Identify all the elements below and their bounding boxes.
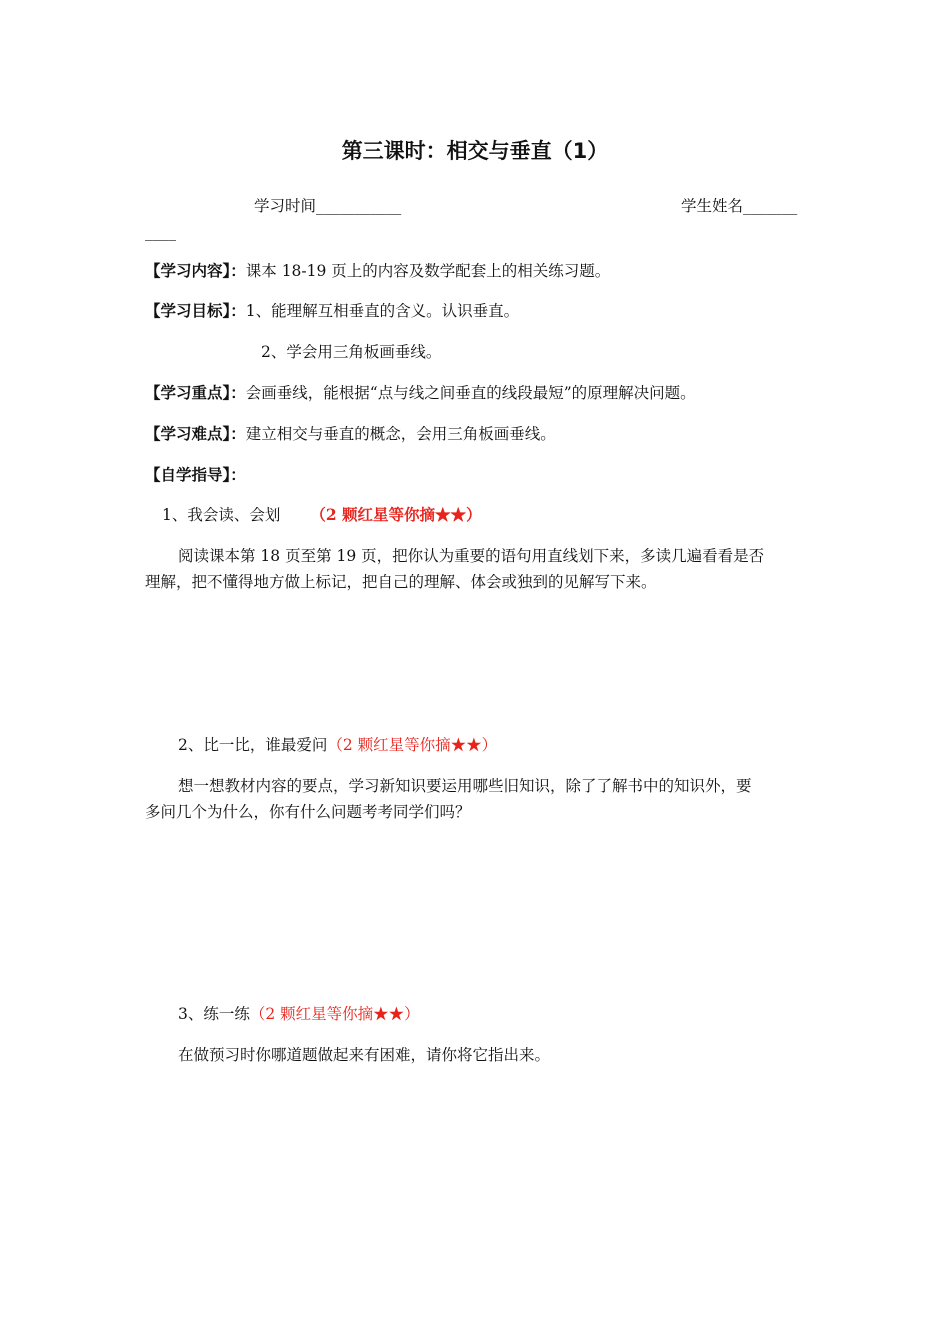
student-name-field: [681, 196, 797, 216]
study-time-blank: ___________: [316, 197, 402, 215]
study-time-label: 学习时间: [254, 197, 317, 215]
section-1-heading-row: [162, 505, 482, 525]
section-1-body-line-2: 理解，把不懂得地方做上标记，把自己的理解、体会或独到的见解写下来。: [145, 573, 657, 591]
section-2-heading-row: [178, 735, 497, 755]
section-3-body-line-1: 在做预习时你哪道题做起来有困难，请你将它指出来。: [178, 1046, 551, 1064]
study-goals-label: 【学习目标】：: [145, 301, 246, 320]
study-goals-item-1: 1、能理解互相垂直的含义。认识垂直。: [245, 302, 520, 320]
key-points-row: [145, 383, 696, 403]
study-goals-item-2: 2、学会用三角板画垂线。: [261, 343, 442, 361]
section-1-heading: 1、我会读、会划: [162, 506, 281, 524]
section-3-heading-row: [178, 1004, 420, 1024]
key-points-text: 会画垂线，能根据“点与线之间垂直的线段最短”的原理解决问题。: [245, 384, 696, 402]
section-2-heading: 2、比一比，谁最爱问: [178, 736, 328, 754]
section-3-heading: 3、练一练: [178, 1005, 250, 1023]
key-points-label: 【学习重点】：: [145, 383, 246, 402]
section-1-body-line-1: 阅读课本第 18 页至第 19 页，把你认为重要的语句用直线划下来，多读几遍看看是否: [178, 547, 765, 565]
study-content-text: 课本 18-19 页上的内容及数学配套上的相关练习题。: [245, 262, 611, 280]
section-2-body-line-1: 想一想教材内容的要点，学习新知识要运用哪些旧知识，除了了解书中的知识外，要: [178, 777, 752, 795]
study-content-label: 【学习内容】：: [145, 261, 246, 280]
page-title: 第三课时：相交与垂直（1）: [341, 139, 609, 163]
self-study-guide-label: 【自学指导】：: [145, 465, 246, 484]
difficulties-text: 建立相交与垂直的概念，会用三角板画垂线。: [245, 425, 556, 443]
study-time-field: [254, 196, 401, 216]
study-goals-row: [145, 301, 519, 321]
student-name-blank: _______: [743, 197, 798, 215]
study-content-row: [145, 261, 610, 281]
student-name-label: 学生姓名: [681, 197, 744, 215]
section-2-reward: （2 颗红星等你摘★★）: [327, 736, 498, 754]
section-2-body-line-2: 多问几个为什么，你有什么问题考考同学们吗？: [145, 803, 471, 821]
student-name-blank-overflow: ____: [145, 223, 176, 241]
section-1-reward: （2 颗红星等你摘★★）: [310, 505, 482, 524]
section-3-reward: （2 颗红星等你摘★★）: [249, 1005, 420, 1023]
difficulties-row: [145, 424, 556, 444]
difficulties-label: 【学习难点】：: [145, 424, 246, 443]
